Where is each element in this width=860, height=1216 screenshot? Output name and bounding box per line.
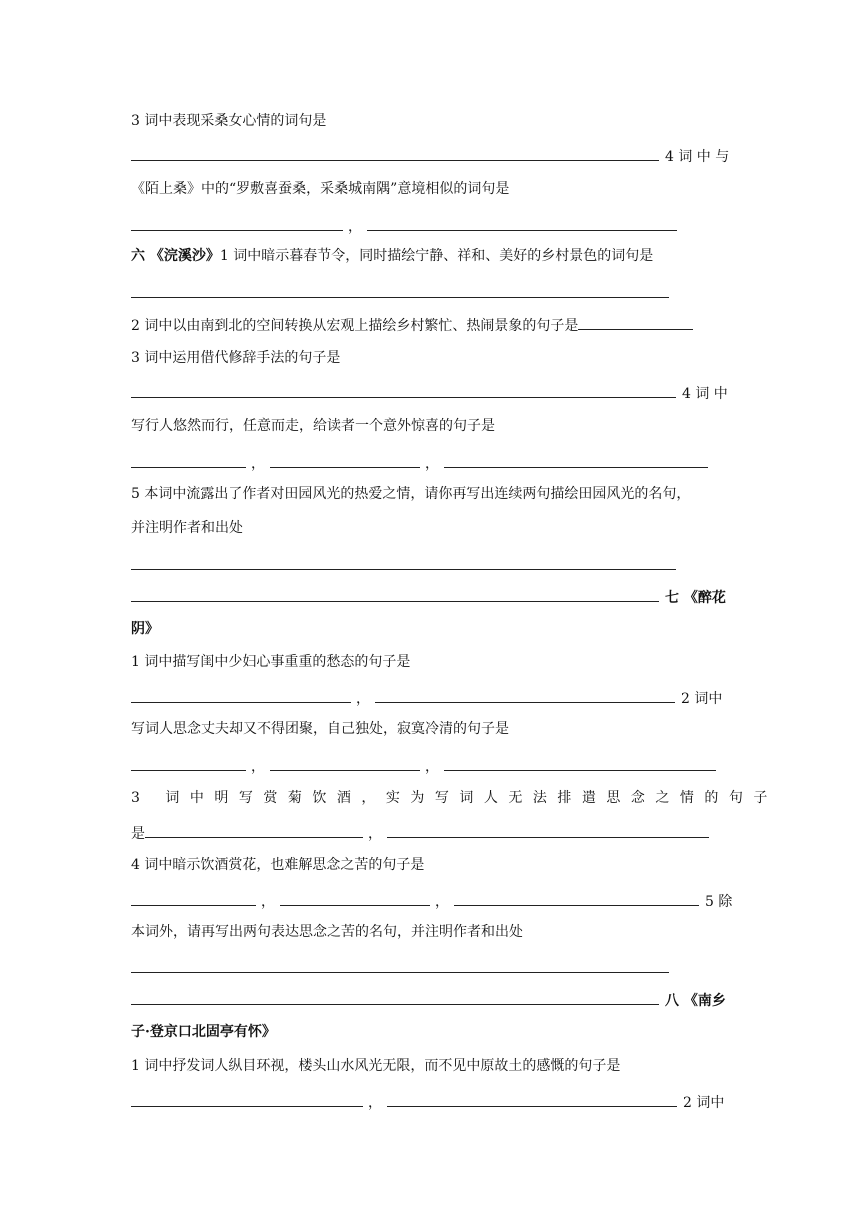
answer-blank[interactable] bbox=[444, 755, 716, 771]
answer-blank[interactable] bbox=[131, 890, 256, 906]
question-number: 2 词中 bbox=[683, 1095, 725, 1111]
answer-blank[interactable] bbox=[131, 755, 246, 771]
question-text: 是 bbox=[131, 826, 145, 842]
answer-line bbox=[131, 452, 731, 474]
question-line: 4 词中暗示饮酒赏花，也难解思念之苦的句子是 bbox=[131, 857, 425, 873]
answer-blank[interactable] bbox=[131, 989, 659, 1005]
answer-blank[interactable] bbox=[387, 1091, 677, 1107]
comma: ， bbox=[425, 759, 439, 775]
comma: ， bbox=[251, 759, 265, 775]
question-line: 本词外，请再写出两句表达思念之苦的名句，并注明作者和出处 bbox=[131, 924, 523, 940]
comma: ， bbox=[368, 1095, 382, 1111]
answer-blank[interactable] bbox=[131, 215, 343, 231]
question-number: 2 词中 bbox=[681, 691, 723, 707]
question-line bbox=[131, 314, 731, 336]
answer-blank[interactable] bbox=[131, 586, 659, 602]
answer-line bbox=[131, 586, 731, 608]
answer-blank[interactable] bbox=[270, 755, 420, 771]
answer-blank[interactable] bbox=[145, 822, 363, 838]
section-title: 八 《南乡 bbox=[665, 993, 726, 1009]
comma: ， bbox=[356, 691, 370, 707]
answer-blank[interactable] bbox=[131, 687, 351, 703]
question-text: 2 词中以由南到北的空间转换从宏观上描绘乡村繁忙、热闹景象的句子是 bbox=[131, 318, 579, 334]
section-title-continued: 阴》 bbox=[131, 621, 159, 637]
answer-blank[interactable] bbox=[131, 957, 669, 973]
answer-blank[interactable] bbox=[131, 554, 676, 570]
answer-line bbox=[131, 989, 731, 1011]
section-title: 六 《浣溪沙》 bbox=[131, 248, 220, 264]
answer-line bbox=[131, 755, 731, 777]
answer-blank[interactable] bbox=[367, 215, 677, 231]
section-title-continued: 子·登京口北固亭有怀》 bbox=[131, 1024, 276, 1040]
comma: ， bbox=[368, 826, 382, 842]
question-line: 3 词中表现采桑女心情的词句是 bbox=[131, 113, 327, 129]
answer-line bbox=[131, 822, 731, 844]
comma: ， bbox=[435, 894, 449, 910]
question-line: 1 词中抒发词人纵目环视，楼头山水风光无限，而不见中原故土的感慨的句子是 bbox=[131, 1058, 621, 1074]
question-line: 写词人思念丈夫却又不得团聚，自己独处，寂寞冷清的句子是 bbox=[131, 721, 509, 737]
comma: ， bbox=[348, 219, 362, 235]
answer-blank[interactable] bbox=[375, 687, 675, 703]
answer-line bbox=[131, 145, 731, 167]
comma: ， bbox=[425, 456, 439, 472]
question-text: 1 词中暗示暮春节令，同时描绘宁静、祥和、美好的乡村景色的词句是 bbox=[219, 248, 654, 264]
answer-line bbox=[131, 1091, 731, 1113]
question-number: 4 词 中 与 bbox=[665, 149, 730, 165]
question-number: 5 除 bbox=[705, 894, 733, 910]
answer-line bbox=[131, 382, 731, 404]
question-line: 1 词中描写闺中少妇心事重重的愁态的句子是 bbox=[131, 654, 411, 670]
question-line: 《陌上桑》中的“罗敷喜蚕桑，采桑城南隅”意境相似的词句是 bbox=[131, 181, 510, 197]
answer-blank[interactable] bbox=[131, 1091, 363, 1107]
answer-blank[interactable] bbox=[131, 452, 246, 468]
question-number: 4 词 中 bbox=[682, 386, 728, 402]
answer-blank[interactable] bbox=[578, 314, 693, 330]
answer-blank[interactable] bbox=[280, 890, 430, 906]
comma: ， bbox=[251, 456, 265, 472]
answer-blank[interactable] bbox=[131, 382, 676, 398]
answer-line bbox=[131, 890, 731, 912]
answer-line bbox=[131, 215, 731, 237]
answer-blank[interactable] bbox=[454, 890, 699, 906]
answer-blank[interactable] bbox=[131, 282, 669, 298]
answer-blank[interactable] bbox=[131, 145, 659, 161]
question-line: 写行人悠然而行，任意而走，给读者一个意外惊喜的句子是 bbox=[131, 418, 495, 434]
question-line: 3 词中运用借代修辞手法的句子是 bbox=[131, 350, 341, 366]
answer-line bbox=[131, 554, 731, 576]
answer-blank[interactable] bbox=[444, 452, 708, 468]
question-line: 并注明作者和出处 bbox=[131, 520, 243, 536]
answer-blank[interactable] bbox=[387, 822, 709, 838]
question-line: 5 本词中流露出了作者对田园风光的热爱之情，请你再写出连续两句描绘田园风光的名句， bbox=[131, 486, 691, 502]
section-heading bbox=[131, 246, 731, 266]
answer-line bbox=[131, 687, 731, 709]
answer-line bbox=[131, 957, 731, 979]
answer-line bbox=[131, 282, 731, 304]
section-title: 七 《醉花 bbox=[665, 590, 726, 606]
question-line: 3 词中明写赏菊饮酒，实为写词人无法排遣思念之情的句子 bbox=[131, 790, 778, 806]
answer-blank[interactable] bbox=[270, 452, 420, 468]
comma: ， bbox=[261, 894, 275, 910]
